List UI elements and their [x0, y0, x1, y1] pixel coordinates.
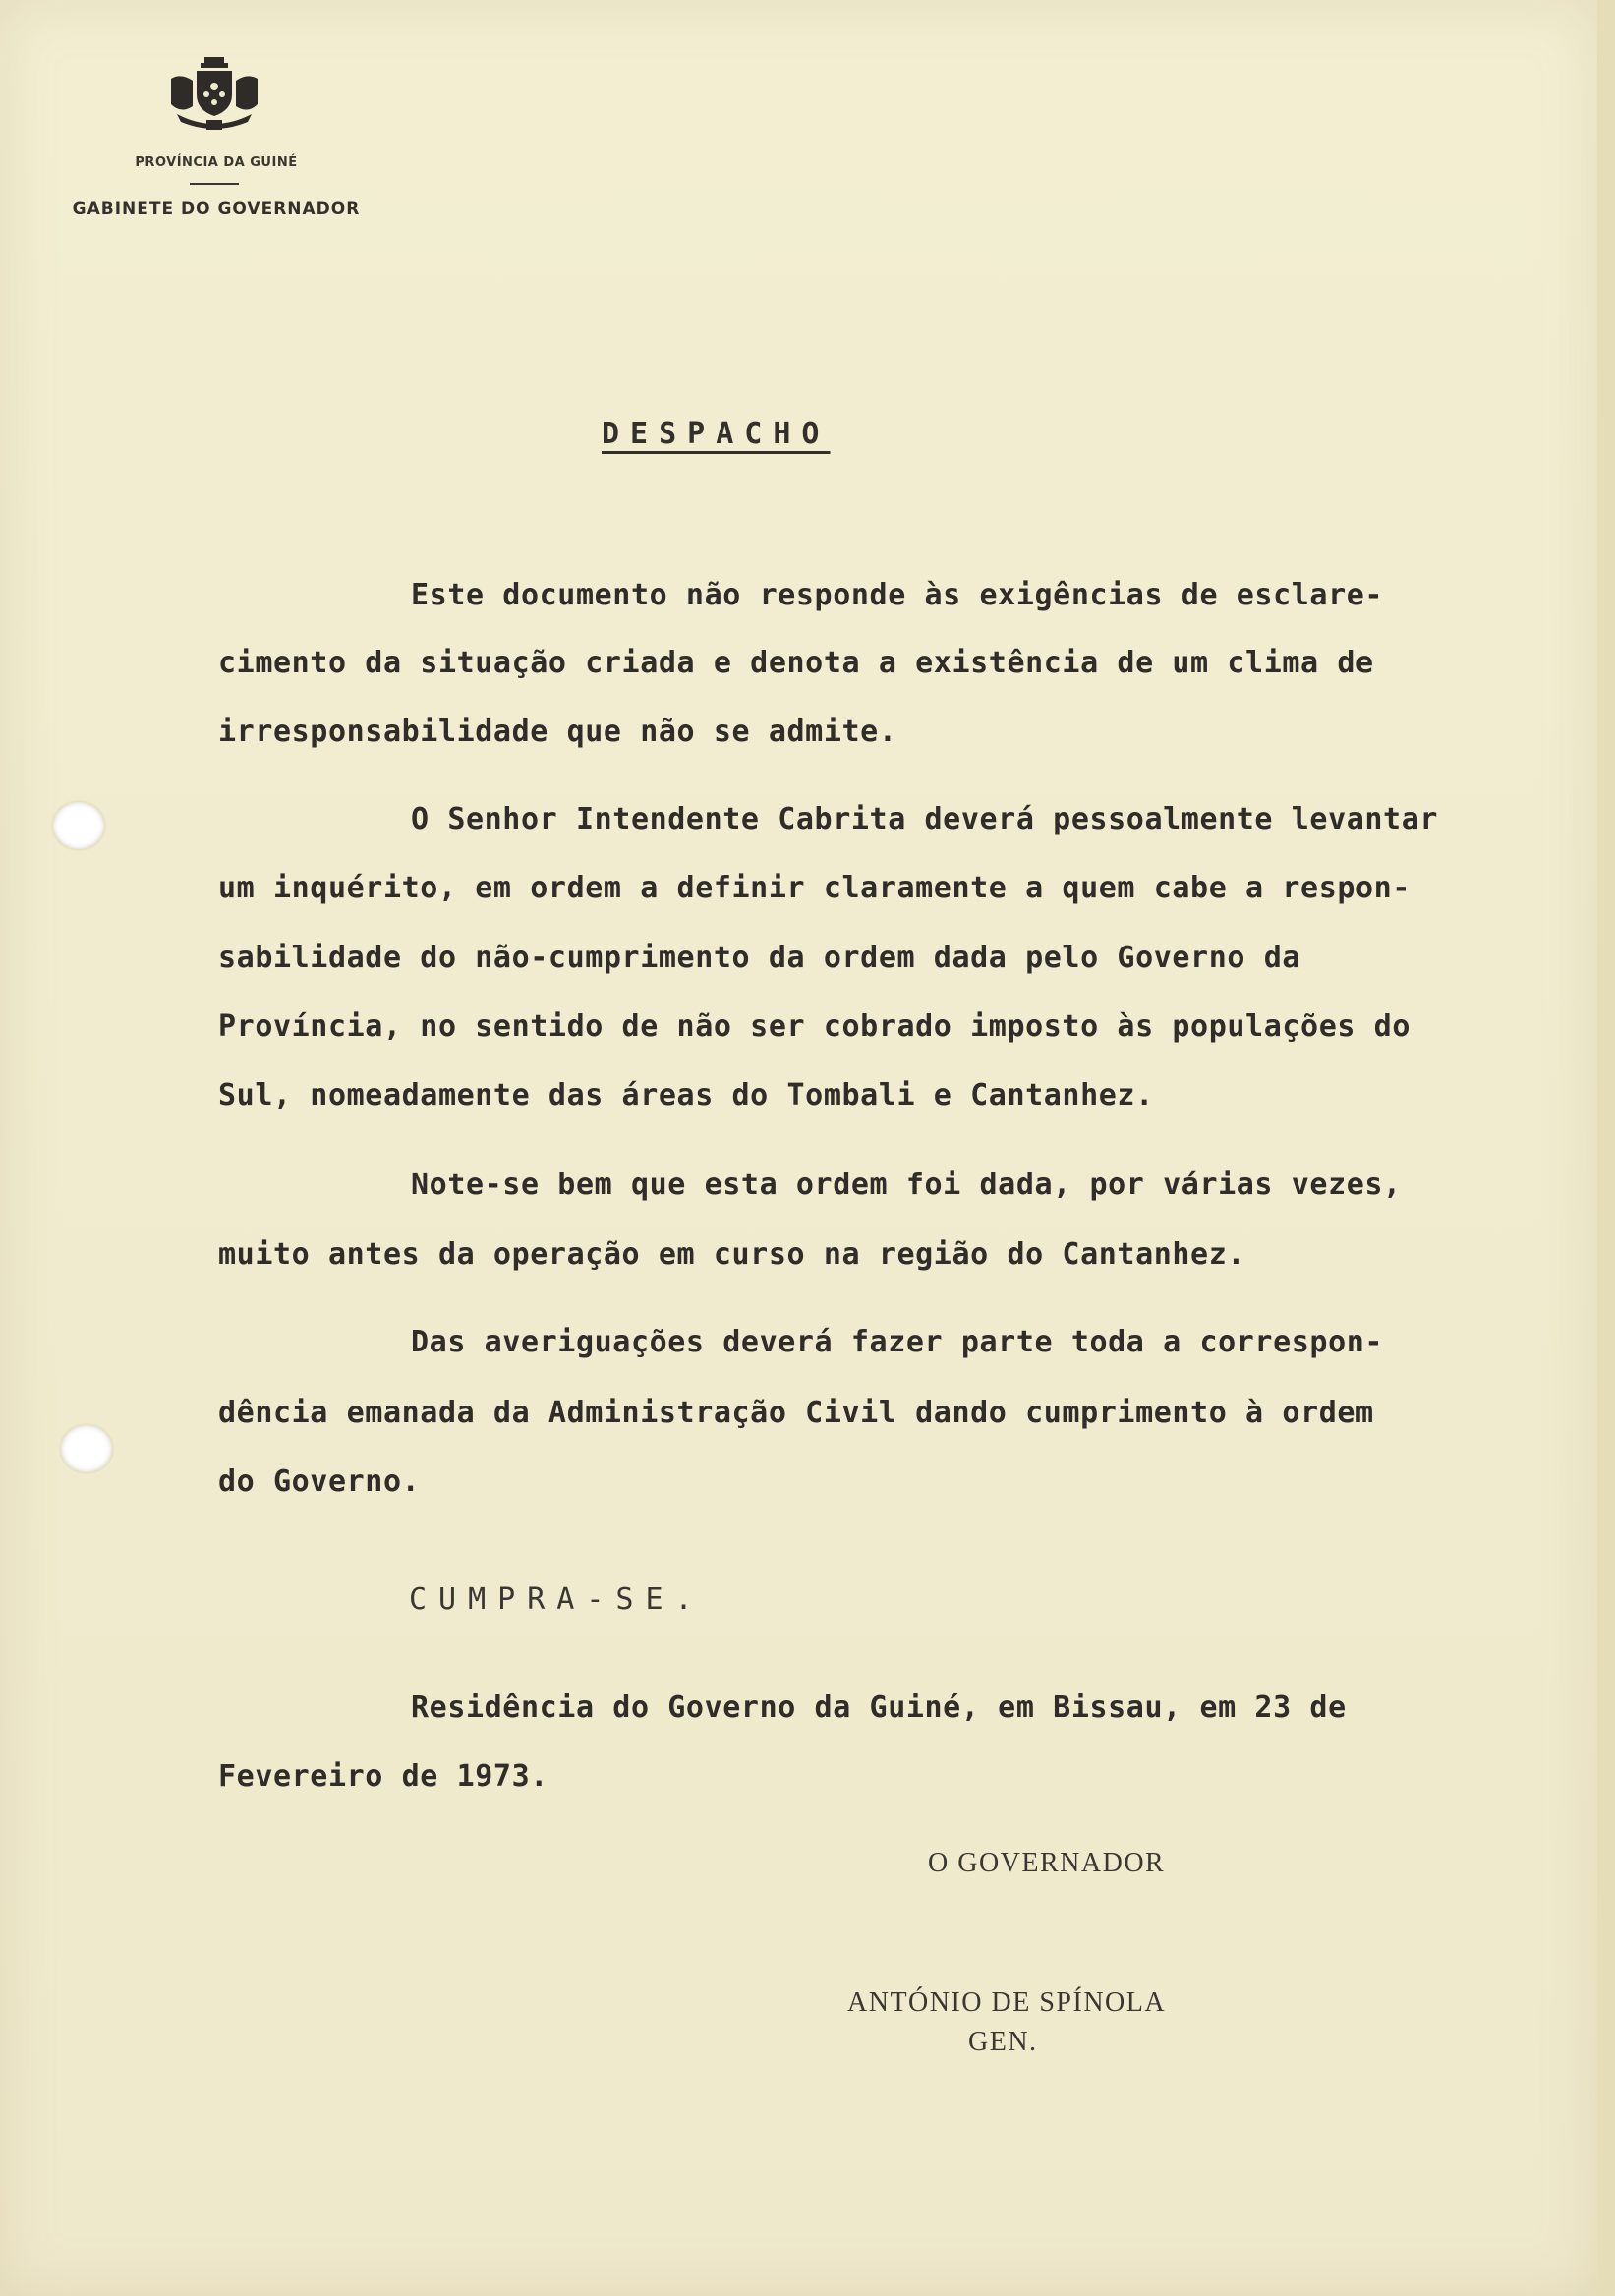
paragraph-4-line-3: do Governo. [218, 1464, 421, 1499]
signature-rank: GEN. [968, 2027, 1038, 2057]
paragraph-2-line-4: Província, no sentido de não ser cobrado imposto às populações do [218, 1009, 1411, 1044]
letterhead-divider [190, 183, 239, 185]
paragraph-2-line-5: Sul, nomeadamente das áreas do Tombali e Cantanhez. [218, 1078, 1154, 1113]
paragraph-3-line-1: Note-se bem que esta ordem foi dada, por várias vezes, [411, 1168, 1402, 1202]
paragraph-3-line-2: muito antes da operação em curso na região do Cantanhez. [218, 1237, 1246, 1272]
punch-hole-upper [53, 802, 104, 849]
letterhead-cabinet: GABINETE DO GOVERNADOR [72, 200, 361, 219]
paragraph-2-line-2: um inquérito, em ordem a definir claramente a quem cabe a respon- [218, 871, 1411, 905]
signature-role: O GOVERNADOR [928, 1848, 1166, 1878]
letterhead-province: PROVÍNCIA DA GUINÉ [135, 155, 298, 170]
page-edge [1597, 0, 1615, 2296]
dateline-line-2: Fevereiro de 1973. [218, 1759, 548, 1794]
paragraph-1-line-1: Este documento não responde às exigências de esclare- [411, 578, 1384, 612]
paragraph-1-line-3: irresponsabilidade que não se admite. [218, 715, 897, 749]
paragraph-4-line-2: dência emanada da Administração Civil dando cumprimento à ordem [218, 1396, 1374, 1430]
dateline-line-1: Residência do Governo da Guiné, em Bissau, em 23 de [411, 1691, 1347, 1725]
paragraph-2-line-1: O Senhor Intendente Cabrita deverá pessoalmente levantar [411, 802, 1439, 836]
paragraph-2-line-3: sabilidade do não-cumprimento da ordem dada pelo Governo da [218, 941, 1301, 975]
paragraph-4-line-1: Das averiguações deverá fazer parte toda a correspon- [411, 1325, 1384, 1359]
document-title: DESPACHO [602, 417, 831, 451]
paragraph-1-line-2: cimento da situação criada e denota a existência de um clima de [218, 646, 1374, 680]
coat-of-arms-icon [167, 57, 261, 136]
signature-name: ANTÓNIO DE SPÍNOLA [847, 1987, 1167, 2018]
closing-order: CUMPRA-SE. [409, 1582, 705, 1617]
punch-hole-lower [61, 1425, 112, 1472]
